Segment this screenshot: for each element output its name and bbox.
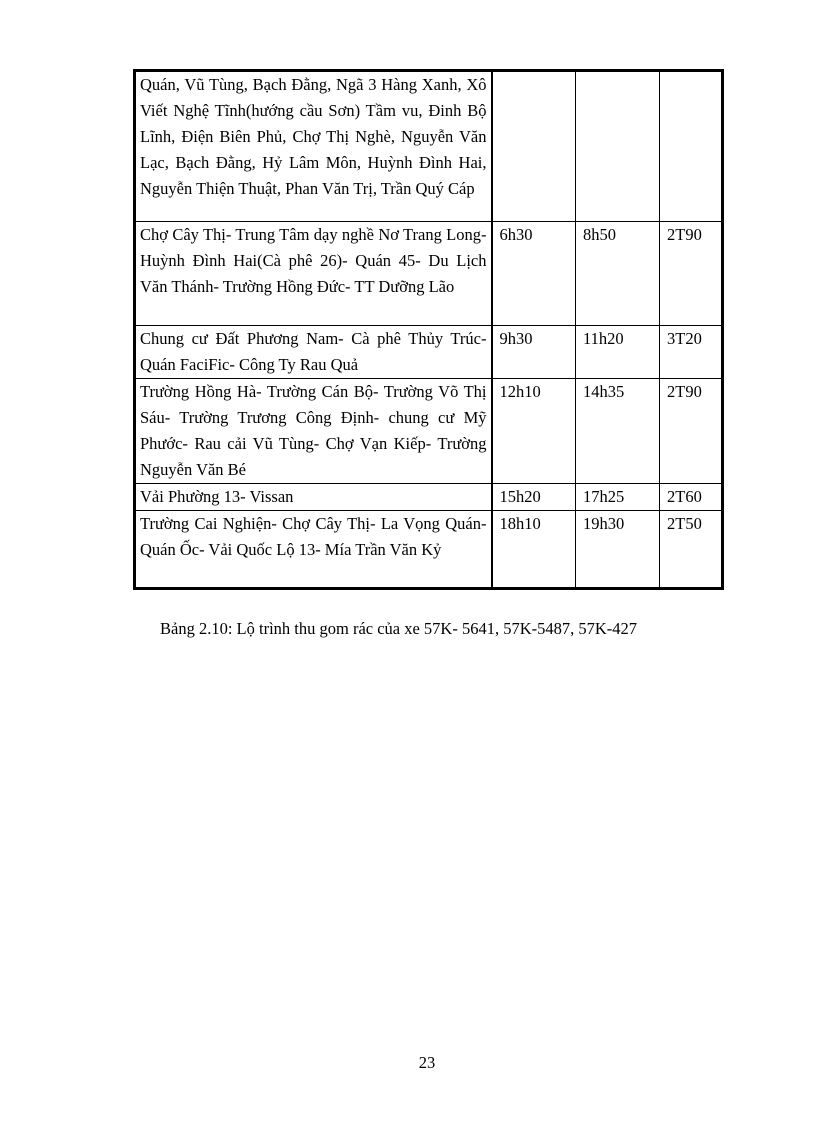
table-row (135, 222, 723, 326)
table-row (135, 326, 723, 379)
route-cell: Trường Cai Nghiện- Chợ Cây Thị- La Vọng Quán-Quán Ốc- Vải Quốc Lộ 13- Mía Trần Văn Kỷ (135, 511, 492, 589)
start-time-cell (492, 71, 576, 222)
start-time-cell: 15h20 (492, 484, 576, 511)
page-number: 23 (418, 1053, 436, 1072)
table-row (135, 379, 723, 484)
start-time-cell: 9h30 (492, 326, 576, 379)
end-time-cell: 17h25 (576, 484, 660, 511)
distance-cell (660, 71, 723, 222)
distance-cell: 2T50 (660, 511, 723, 589)
distance-cell: 2T90 (660, 222, 723, 326)
route-cell: Chung cư Đất Phương Nam- Cà phê Thủy Trúc- Quán FaciFic- Công Ty Rau Quả (135, 326, 492, 379)
start-time-cell: 6h30 (492, 222, 576, 326)
distance-cell: 3T20 (660, 326, 723, 379)
route-table (133, 69, 724, 590)
table-row (135, 484, 723, 511)
start-time-cell: 12h10 (492, 379, 576, 484)
route-cell: Chợ Cây Thị- Trung Tâm dạy nghề Nơ Trang Long- Huỳnh Đình Hai(Cà phê 26)- Quán 45- Du Lịch Văn Thánh- Trường Hồng Đức- TT Dưỡng Lão (135, 222, 492, 326)
end-time-cell: 14h35 (576, 379, 660, 484)
table-caption: Bảng 2.10: Lộ trình thu gom rác của xe 57K- 5641, 57K-5487, 57K-427 (160, 619, 638, 638)
end-time-cell: 8h50 (576, 222, 660, 326)
distance-cell: 2T90 (660, 379, 723, 484)
table-row (135, 511, 723, 589)
end-time-cell: 19h30 (576, 511, 660, 589)
distance-cell: 2T60 (660, 484, 723, 511)
route-cell: Trường Hồng Hà- Trường Cán Bộ- Trường Võ Thị Sáu- Trường Trương Công Định- chung cư Mỹ Phước- Rau cải Vũ Tùng- Chợ Vạn Kiếp- Trường Nguyễn Văn Bé (135, 379, 492, 484)
end-time-cell (576, 71, 660, 222)
end-time-cell: 11h20 (576, 326, 660, 379)
start-time-cell: 18h10 (492, 511, 576, 589)
table-row (135, 71, 723, 222)
route-cell: Vải Phường 13- Vissan (135, 484, 492, 511)
route-cell: Quán, Vũ Tùng, Bạch Đằng, Ngã 3 Hàng Xanh, Xô Viết Nghệ Tĩnh(hướng cầu Sơn) Tầm vu, Đinh Bộ Lĩnh, Điện Biên Phủ, Chợ Thị Nghè, Nguyễn Văn Lạc, Bạch Đằng, Hỷ Lâm Môn, Huỳnh Đình Hai, Nguyễn Thiện Thuật, Phan Văn Trị, Trần Quý Cáp (135, 71, 492, 222)
